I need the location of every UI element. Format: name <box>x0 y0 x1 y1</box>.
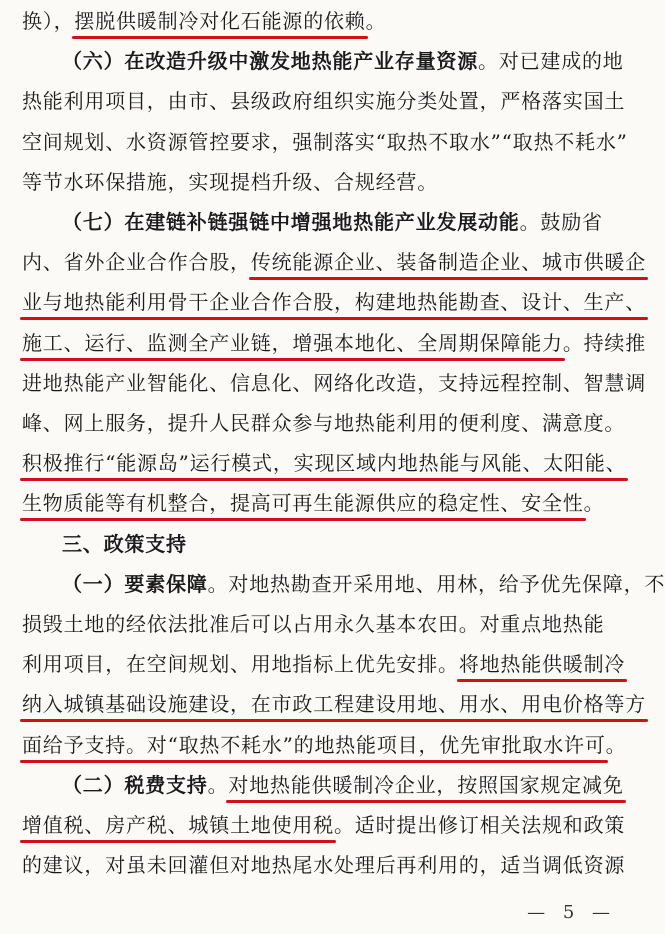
text-segment: 热能利用项目，由市、县级政府组织实施分类处置，严格落实国土 <box>22 89 626 114</box>
text-line <box>22 687 646 721</box>
text-segment: 损毁土地的经依法批准后可以占用永久基本农田。对重点地热能 <box>22 612 605 636</box>
heading-text: （七）在建链补链强链中增强地热能产业发展动能 <box>62 210 520 234</box>
text-line <box>22 366 646 400</box>
text-line <box>22 4 630 38</box>
text-line <box>22 125 630 159</box>
text-line <box>62 205 630 239</box>
heading-text: （六）在改造升级中激发地热能产业存量资源 <box>62 49 478 74</box>
text-segment: 。 <box>365 9 387 33</box>
text-line <box>22 848 630 882</box>
text-line <box>62 527 630 561</box>
text-line <box>22 486 630 520</box>
text-segment: 换）， <box>22 9 75 33</box>
underlined-text: 将地热能供暖制冷 <box>458 652 626 677</box>
text-line <box>22 647 630 681</box>
text-segment: 。 <box>583 491 605 516</box>
text-line <box>62 44 630 78</box>
text-line <box>22 607 630 641</box>
underlined-text: 施工、运行、监测全产业链，增强本地化、全周期保障能力 <box>22 330 563 355</box>
text-line <box>22 808 630 842</box>
text-line <box>22 84 630 118</box>
underlined-text: 增值税、房产税、城镇土地使用税 <box>22 813 334 837</box>
text-segment: 。 <box>207 772 229 797</box>
underlined-text: 生物质能等有机整合，提高可再生能源供应的稳定性、安全性 <box>22 491 584 516</box>
text-segment: 峰、网上服务，提升人民群众参与地热能利用的便利度、满意度。 <box>22 411 626 435</box>
text-line <box>22 285 646 319</box>
underlined-text: 对地热能供暖制冷企业，按照国家规定减免 <box>228 772 624 797</box>
underlined-text: 摆脱供暖制冷对化石能源的依赖 <box>74 9 366 33</box>
text-segment: 。 <box>605 732 627 757</box>
underlined-text: 纳入城镇基础设施建设，在市政工程建设用地、用水、用电价格等方 <box>22 692 646 717</box>
text-segment: 的建议，对虽未回灌但对地热尾水处理后再利用的，适当调低资源 <box>22 853 626 878</box>
text-segment: 等节水环保措施，实现提档升级、合规经营。 <box>22 169 438 194</box>
underlined-text: 传统能源企业、装备制造企业、城市供暖企 <box>250 250 647 275</box>
text-line <box>22 245 647 279</box>
text-segment: 。持续推 <box>562 330 647 355</box>
text-segment: 进地热能产业智能化、信息化、网络化改造，支持远程控制、智慧调 <box>22 370 646 395</box>
underlined-text: 积极推行“能源岛”运行模式，实现区域内地热能与风能、太阳能、 <box>22 451 627 476</box>
page-number: — 5 — <box>527 902 616 923</box>
text-segment: 利用项目，在空间规划、用地指标上优先安排。 <box>22 652 459 677</box>
text-line <box>62 768 630 802</box>
text-segment: 内、省外企业合作合股， <box>22 250 251 275</box>
heading-text: （一）要素保障 <box>62 571 208 596</box>
text-segment: 。适时提出修订相关法规和政策 <box>334 813 626 837</box>
text-line <box>62 567 665 601</box>
underlined-text: 业与地热能利用骨干企业合作合股，构建地热能勘查、设计、生产、 <box>22 290 646 315</box>
text-line <box>22 326 647 360</box>
text-line <box>22 406 630 440</box>
text-segment: 空间规划、水资源管控要求，强制落实“取热不取水”“取热不耗水” <box>22 129 628 154</box>
text-line <box>22 446 630 480</box>
text-segment: 。对已建成的地 <box>478 49 624 74</box>
text-line <box>22 165 630 199</box>
text-segment: 。对地热勘查开采用地、用林，给予优先保障，不 <box>207 571 665 596</box>
text-line <box>22 728 630 762</box>
heading-text: （二）税费支持 <box>62 772 208 797</box>
text-segment: 。鼓励省 <box>519 210 603 234</box>
heading-text: 三、政策支持 <box>62 531 187 556</box>
underlined-text: 面给予支持。对“取热不耗水”的地热能项目，优先审批取水许可 <box>22 732 606 757</box>
